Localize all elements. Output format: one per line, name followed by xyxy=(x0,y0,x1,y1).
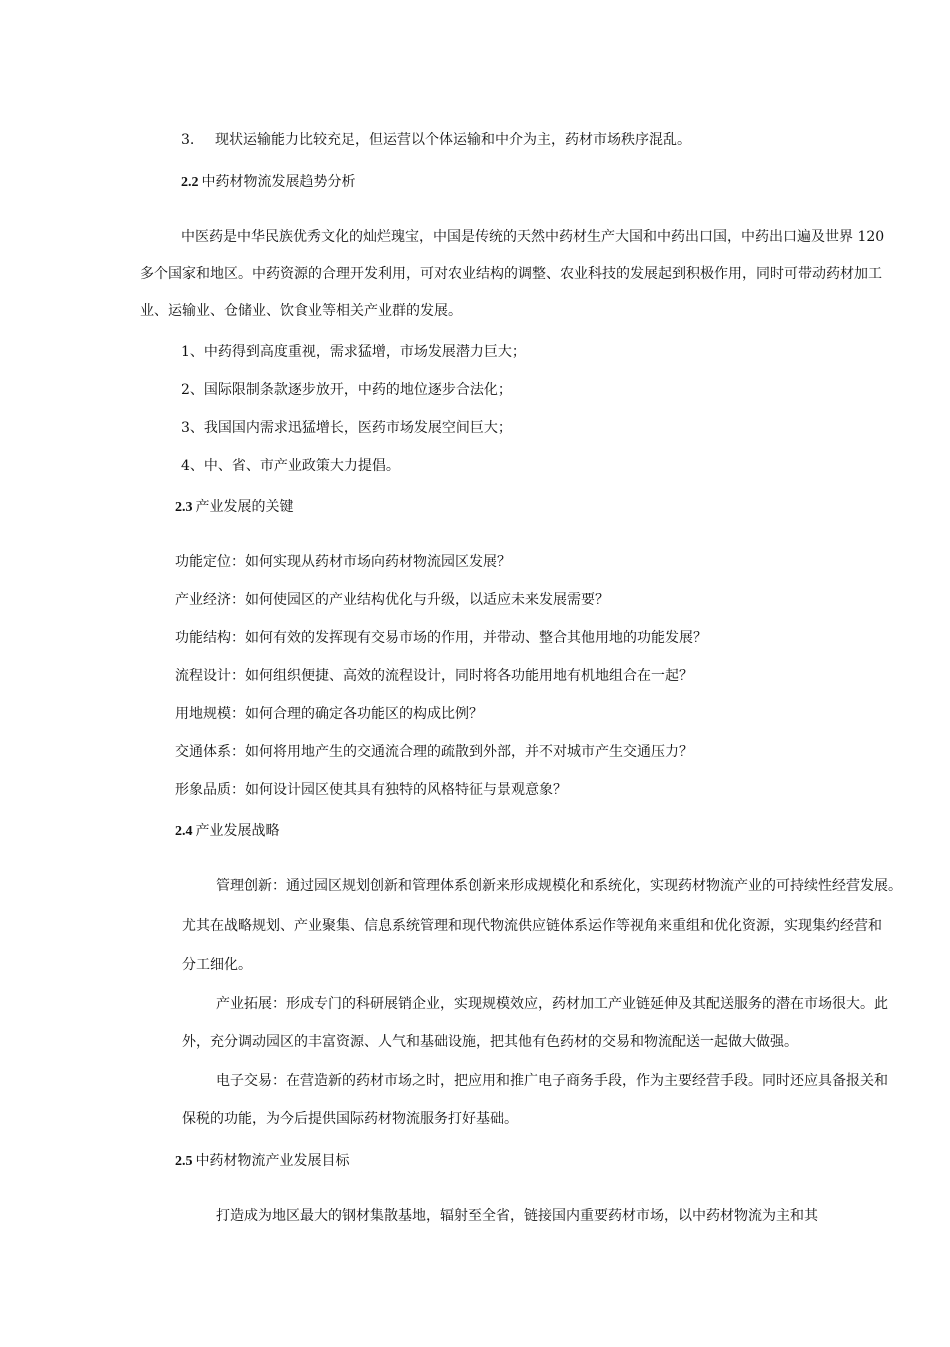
list-item: 2、国际限制条款逐步放开，中药的地位逐步合法化； xyxy=(181,382,512,398)
section-number: 2.2 xyxy=(181,175,199,190)
paragraph-line: 业、运输业、仓储业、饮食业等相关产业群的发展。 xyxy=(140,303,462,319)
section-number: 2.3 xyxy=(175,500,193,515)
paragraph-line: 产业拓展：形成专门的科研展销企业，实现规模效应，药材加工产业链延伸及其配送服务的潜在市场很大。此 xyxy=(216,996,888,1012)
list-number: 3. xyxy=(181,132,195,148)
paragraph-line: 电子交易：在营造新的药材市场之时，把应用和推广电子商务手段，作为主要经营手段。同时还应具备报关和 xyxy=(216,1073,888,1089)
paragraph-line: 分工细化。 xyxy=(182,957,252,973)
list-item: 4、中、省、市产业政策大力提倡。 xyxy=(181,458,400,474)
section-heading-2-4 xyxy=(175,821,280,842)
list-item: 用地规模：如何合理的确定各功能区的构成比例？ xyxy=(175,706,483,722)
section-heading-2-5 xyxy=(175,1151,350,1172)
section-title: 中药材物流发展趋势分析 xyxy=(201,174,356,190)
section-title: 产业发展战略 xyxy=(195,823,280,839)
intro-list-item xyxy=(181,130,691,150)
section-number: 2.5 xyxy=(175,1154,193,1169)
paragraph-line: 保税的功能，为今后提供国际药材物流服务打好基础。 xyxy=(182,1111,518,1127)
paragraph-line: 外，充分调动园区的丰富资源、人气和基础设施，把其他有色药材的交易和物流配送一起做大做强。 xyxy=(182,1034,798,1050)
section-title: 中药材物流产业发展目标 xyxy=(195,1153,350,1169)
paragraph-line: 尤其在战略规划、产业聚集、信息系统管理和现代物流供应链体系运作等视角来重组和优化资源，实现集约经营和 xyxy=(182,918,882,934)
paragraph-line: 打造成为地区最大的钢材集散基地，辐射至全省，链接国内重要药材市场，以中药材物流为主和其 xyxy=(216,1208,818,1224)
paragraph-line: 多个国家和地区。中药资源的合理开发利用，可对农业结构的调整、农业科技的发展起到积极作用，同时可带动药材加工 xyxy=(140,266,882,282)
list-text: 现状运输能力比较充足，但运营以个体运输和中介为主，药材市场秩序混乱。 xyxy=(215,132,691,148)
list-item: 形象品质：如何设计园区使其具有独特的风格特征与景观意象？ xyxy=(175,782,567,798)
list-item: 交通体系：如何将用地产生的交通流合理的疏散到外部，并不对城市产生交通压力？ xyxy=(175,744,693,760)
paragraph-line: 管理创新：通过园区规划创新和管理体系创新来形成规模化和系统化，实现药材物流产业的可持续性经营发展。 xyxy=(216,878,902,894)
list-item: 产业经济：如何使园区的产业结构优化与升级，以适应未来发展需要？ xyxy=(175,592,609,608)
list-item: 流程设计：如何组织便捷、高效的流程设计，同时将各功能用地有机地组合在一起？ xyxy=(175,668,693,684)
section-title: 产业发展的关键 xyxy=(195,499,294,515)
list-item: 3、我国国内需求迅猛增长，医药市场发展空间巨大； xyxy=(181,420,512,436)
section-number: 2.4 xyxy=(175,824,193,839)
list-item: 功能结构：如何有效的发挥现有交易市场的作用，并带动、整合其他用地的功能发展？ xyxy=(175,630,707,646)
section-heading-2-2 xyxy=(181,172,356,193)
list-item: 1、中药得到高度重视，需求猛增，市场发展潜力巨大； xyxy=(181,344,526,360)
list-item: 功能定位：如何实现从药材市场向药材物流园区发展？ xyxy=(175,554,511,570)
section-heading-2-3 xyxy=(175,497,294,518)
paragraph-line: 中医药是中华民族优秀文化的灿烂瑰宝，中国是传统的天然中药材生产大国和中药出口国，中药出口遍及世界 120 xyxy=(181,229,885,245)
